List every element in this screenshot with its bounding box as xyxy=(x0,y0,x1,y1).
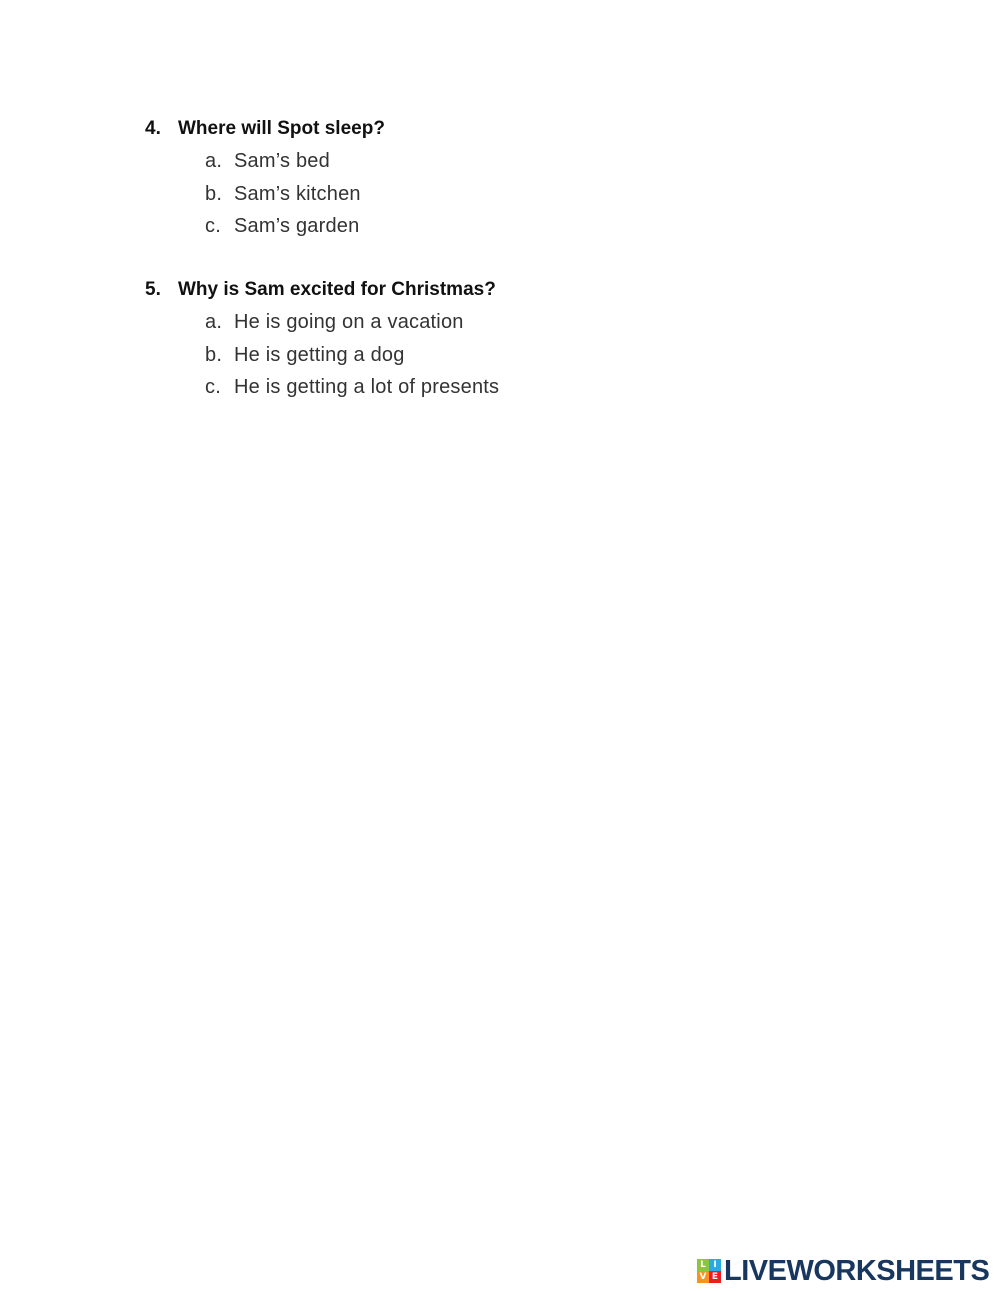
brand-wordmark: LIVEWORKSHEETS xyxy=(724,1255,990,1287)
logo-letter-l: L xyxy=(697,1259,709,1271)
answer-option[interactable] xyxy=(205,215,845,248)
question-text: Where will Spot sleep? xyxy=(178,118,385,139)
option-text: Sam’s bed xyxy=(234,150,330,172)
question-heading xyxy=(145,279,845,309)
option-letter: c. xyxy=(205,376,221,398)
logo-letter-i: I xyxy=(709,1259,721,1271)
question-number: 5. xyxy=(145,279,161,300)
option-letter: b. xyxy=(205,343,223,366)
answer-option[interactable] xyxy=(205,150,845,183)
question-5 xyxy=(145,279,845,409)
option-text: Sam’s kitchen xyxy=(234,182,361,205)
question-heading xyxy=(145,118,845,148)
liveworksheets-brand xyxy=(697,1256,989,1286)
option-letter: b. xyxy=(205,182,223,205)
option-text: He is getting a dog xyxy=(234,343,405,366)
question-number: 4. xyxy=(145,118,161,139)
option-letter: c. xyxy=(205,215,221,237)
option-letter: a. xyxy=(205,311,223,333)
answer-options xyxy=(145,311,845,409)
answer-option[interactable] xyxy=(205,183,845,216)
answer-option[interactable] xyxy=(205,376,845,409)
option-text: He is going on a vacation xyxy=(234,311,464,333)
question-4 xyxy=(145,118,845,248)
logo-letter-e: E xyxy=(709,1271,721,1283)
option-text: Sam’s garden xyxy=(234,215,360,237)
liveworksheets-logo-icon xyxy=(697,1259,721,1283)
answer-option[interactable] xyxy=(205,311,845,344)
logo-letter-v: V xyxy=(697,1271,709,1283)
answer-options xyxy=(145,150,845,248)
question-text: Why is Sam excited for Christmas? xyxy=(178,279,496,300)
option-text: He is getting a lot of presents xyxy=(234,376,500,398)
option-letter: a. xyxy=(205,150,223,172)
answer-option[interactable] xyxy=(205,344,845,377)
